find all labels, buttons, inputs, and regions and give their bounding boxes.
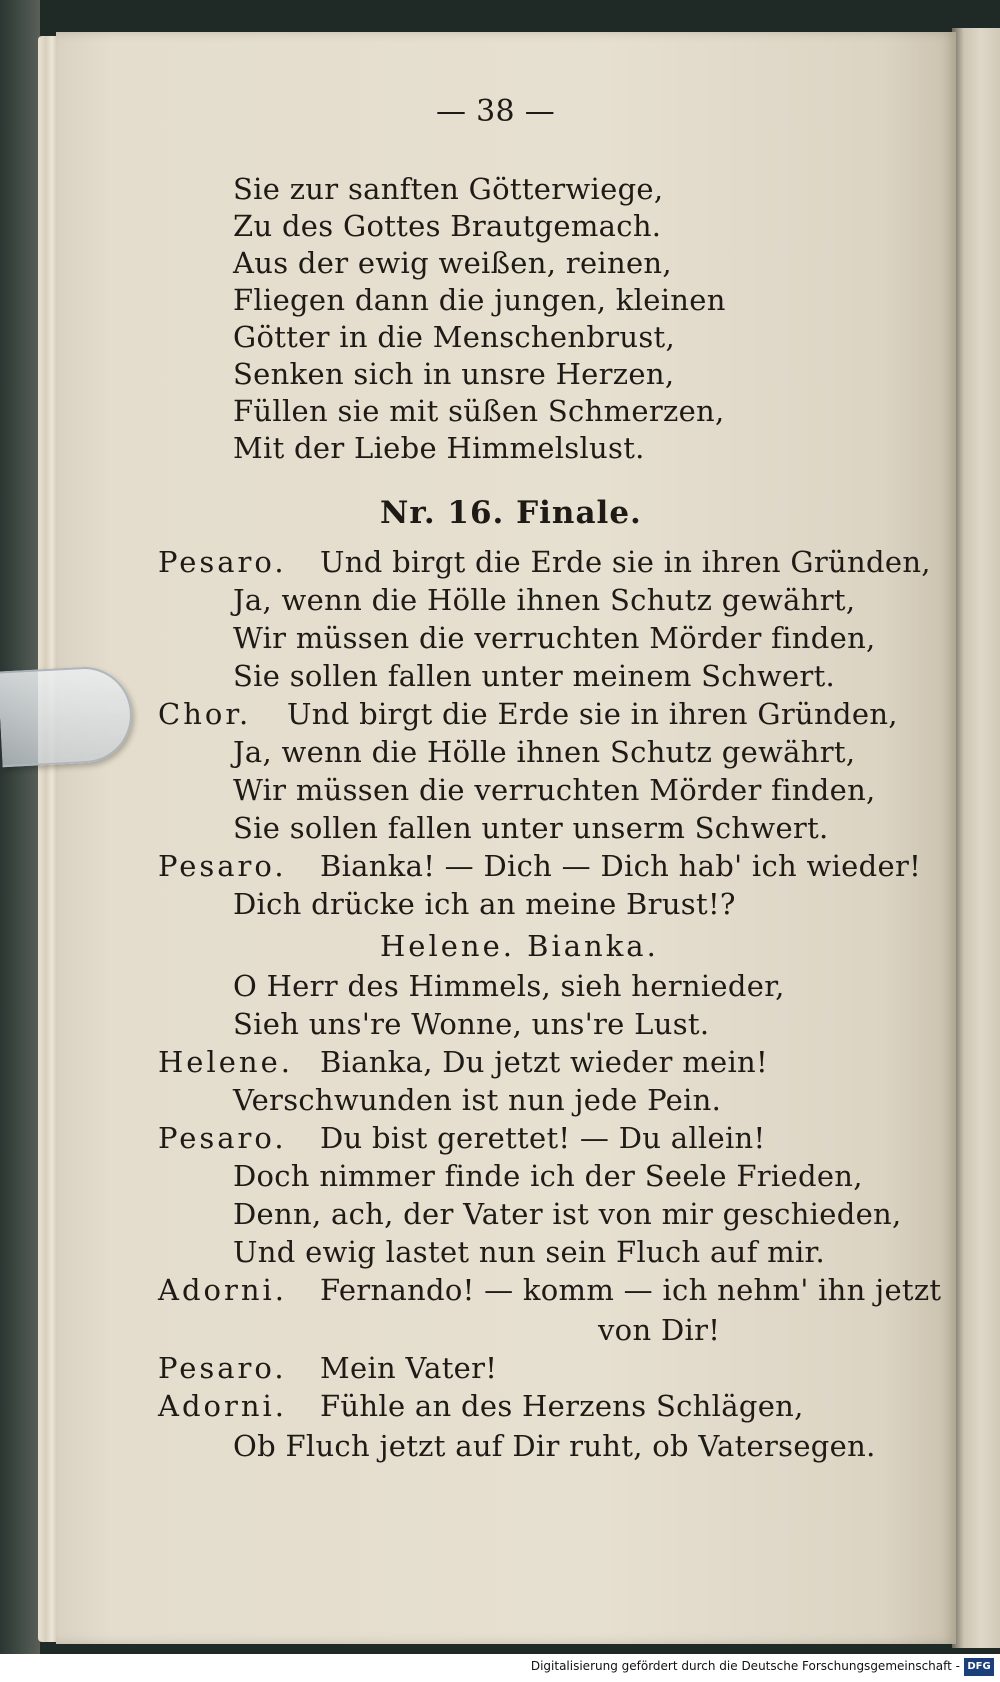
speaker-label: Pesaro. (158, 1121, 287, 1155)
verse-line: Zu des Gottes Brautgemach. (233, 209, 662, 243)
speaker-label: Pesaro. (158, 545, 287, 579)
dialogue-line: Wir müssen die verruchten Mörder finden, (233, 773, 876, 807)
speaker-heading: Helene. Bianka. (380, 929, 659, 963)
verse-line: Aus der ewig weißen, reinen, (233, 246, 672, 280)
dialogue-line: Bianka! — Dich — Dich hab' ich wieder! (320, 849, 922, 883)
dialogue-line: Ob Fluch jetzt auf Dir ruht, ob Vatersegen. (233, 1429, 876, 1463)
dialogue-line: Und ewig lastet nun sein Fluch auf mir. (233, 1235, 826, 1269)
dialogue-line: Dich drücke ich an meine Brust!? (233, 887, 736, 921)
dialogue-line: Doch nimmer finde ich der Seele Frieden, (233, 1159, 863, 1193)
dialogue-line: Sie sollen fallen unter meinem Schwert. (233, 659, 836, 693)
speaker-label: Adorni. (158, 1273, 287, 1307)
verse-line: Senken sich in unsre Herzen, (233, 357, 675, 391)
page-number: — 38 — (436, 94, 556, 129)
dialogue-line: Und birgt die Erde sie in ihren Gründen, (320, 545, 931, 579)
dialogue-line: Sie sollen fallen unter unserm Schwert. (233, 811, 829, 845)
dfg-logo: DFG (964, 1658, 994, 1676)
dialogue-line: Du bist gerettet! — Du allein! (320, 1121, 766, 1155)
funding-credit: Digitalisierung gefördert durch die Deutsche Forschungsgemeinschaft - (530, 1659, 960, 1673)
dialogue-line: Ja, wenn die Hölle ihnen Schutz gewährt, (233, 583, 856, 617)
verse-line: Fliegen dann die jungen, kleinen (233, 283, 726, 317)
verse-line: Füllen sie mit süßen Schmerzen, (233, 394, 725, 428)
dialogue-line: Sieh uns're Wonne, uns're Lust. (233, 1007, 710, 1041)
speaker-label: Pesaro. (158, 849, 287, 883)
dialogue-line: Denn, ach, der Vater ist von mir geschieden, (233, 1197, 902, 1231)
dialogue-line: Verschwunden ist nun jede Pein. (233, 1083, 722, 1117)
dialogue-line: Fernando! — komm — ich nehm' ihn jetzt (320, 1273, 942, 1307)
dialogue-line: Wir müssen die verruchten Mörder finden, (233, 621, 876, 655)
speaker-label: Helene. (158, 1045, 293, 1079)
verse-line: Götter in die Menschenbrust, (233, 320, 675, 354)
speaker-label: Adorni. (158, 1389, 287, 1423)
speaker-label: Pesaro. (158, 1351, 287, 1385)
speaker-label: Chor. (158, 697, 252, 731)
dialogue-line: Und birgt die Erde sie in ihren Gründen, (287, 697, 898, 731)
section-heading: Nr. 16. Finale. (380, 495, 642, 531)
dialogue-line: Fühle an des Herzens Schlägen, (320, 1389, 804, 1423)
dialogue-line: O Herr des Himmels, sieh hernieder, (233, 969, 785, 1003)
verse-line: Sie zur sanften Götterwiege, (233, 172, 664, 206)
dialogue-line: Bianka, Du jetzt wieder mein! (320, 1045, 768, 1079)
verse-line: Mit der Liebe Himmelslust. (233, 431, 645, 465)
digitization-footer (0, 1654, 1000, 1682)
dialogue-line: Ja, wenn die Hölle ihnen Schutz gewährt, (233, 735, 856, 769)
dialogue-line: Mein Vater! (320, 1351, 498, 1385)
dialogue-line: von Dir! (598, 1313, 721, 1347)
